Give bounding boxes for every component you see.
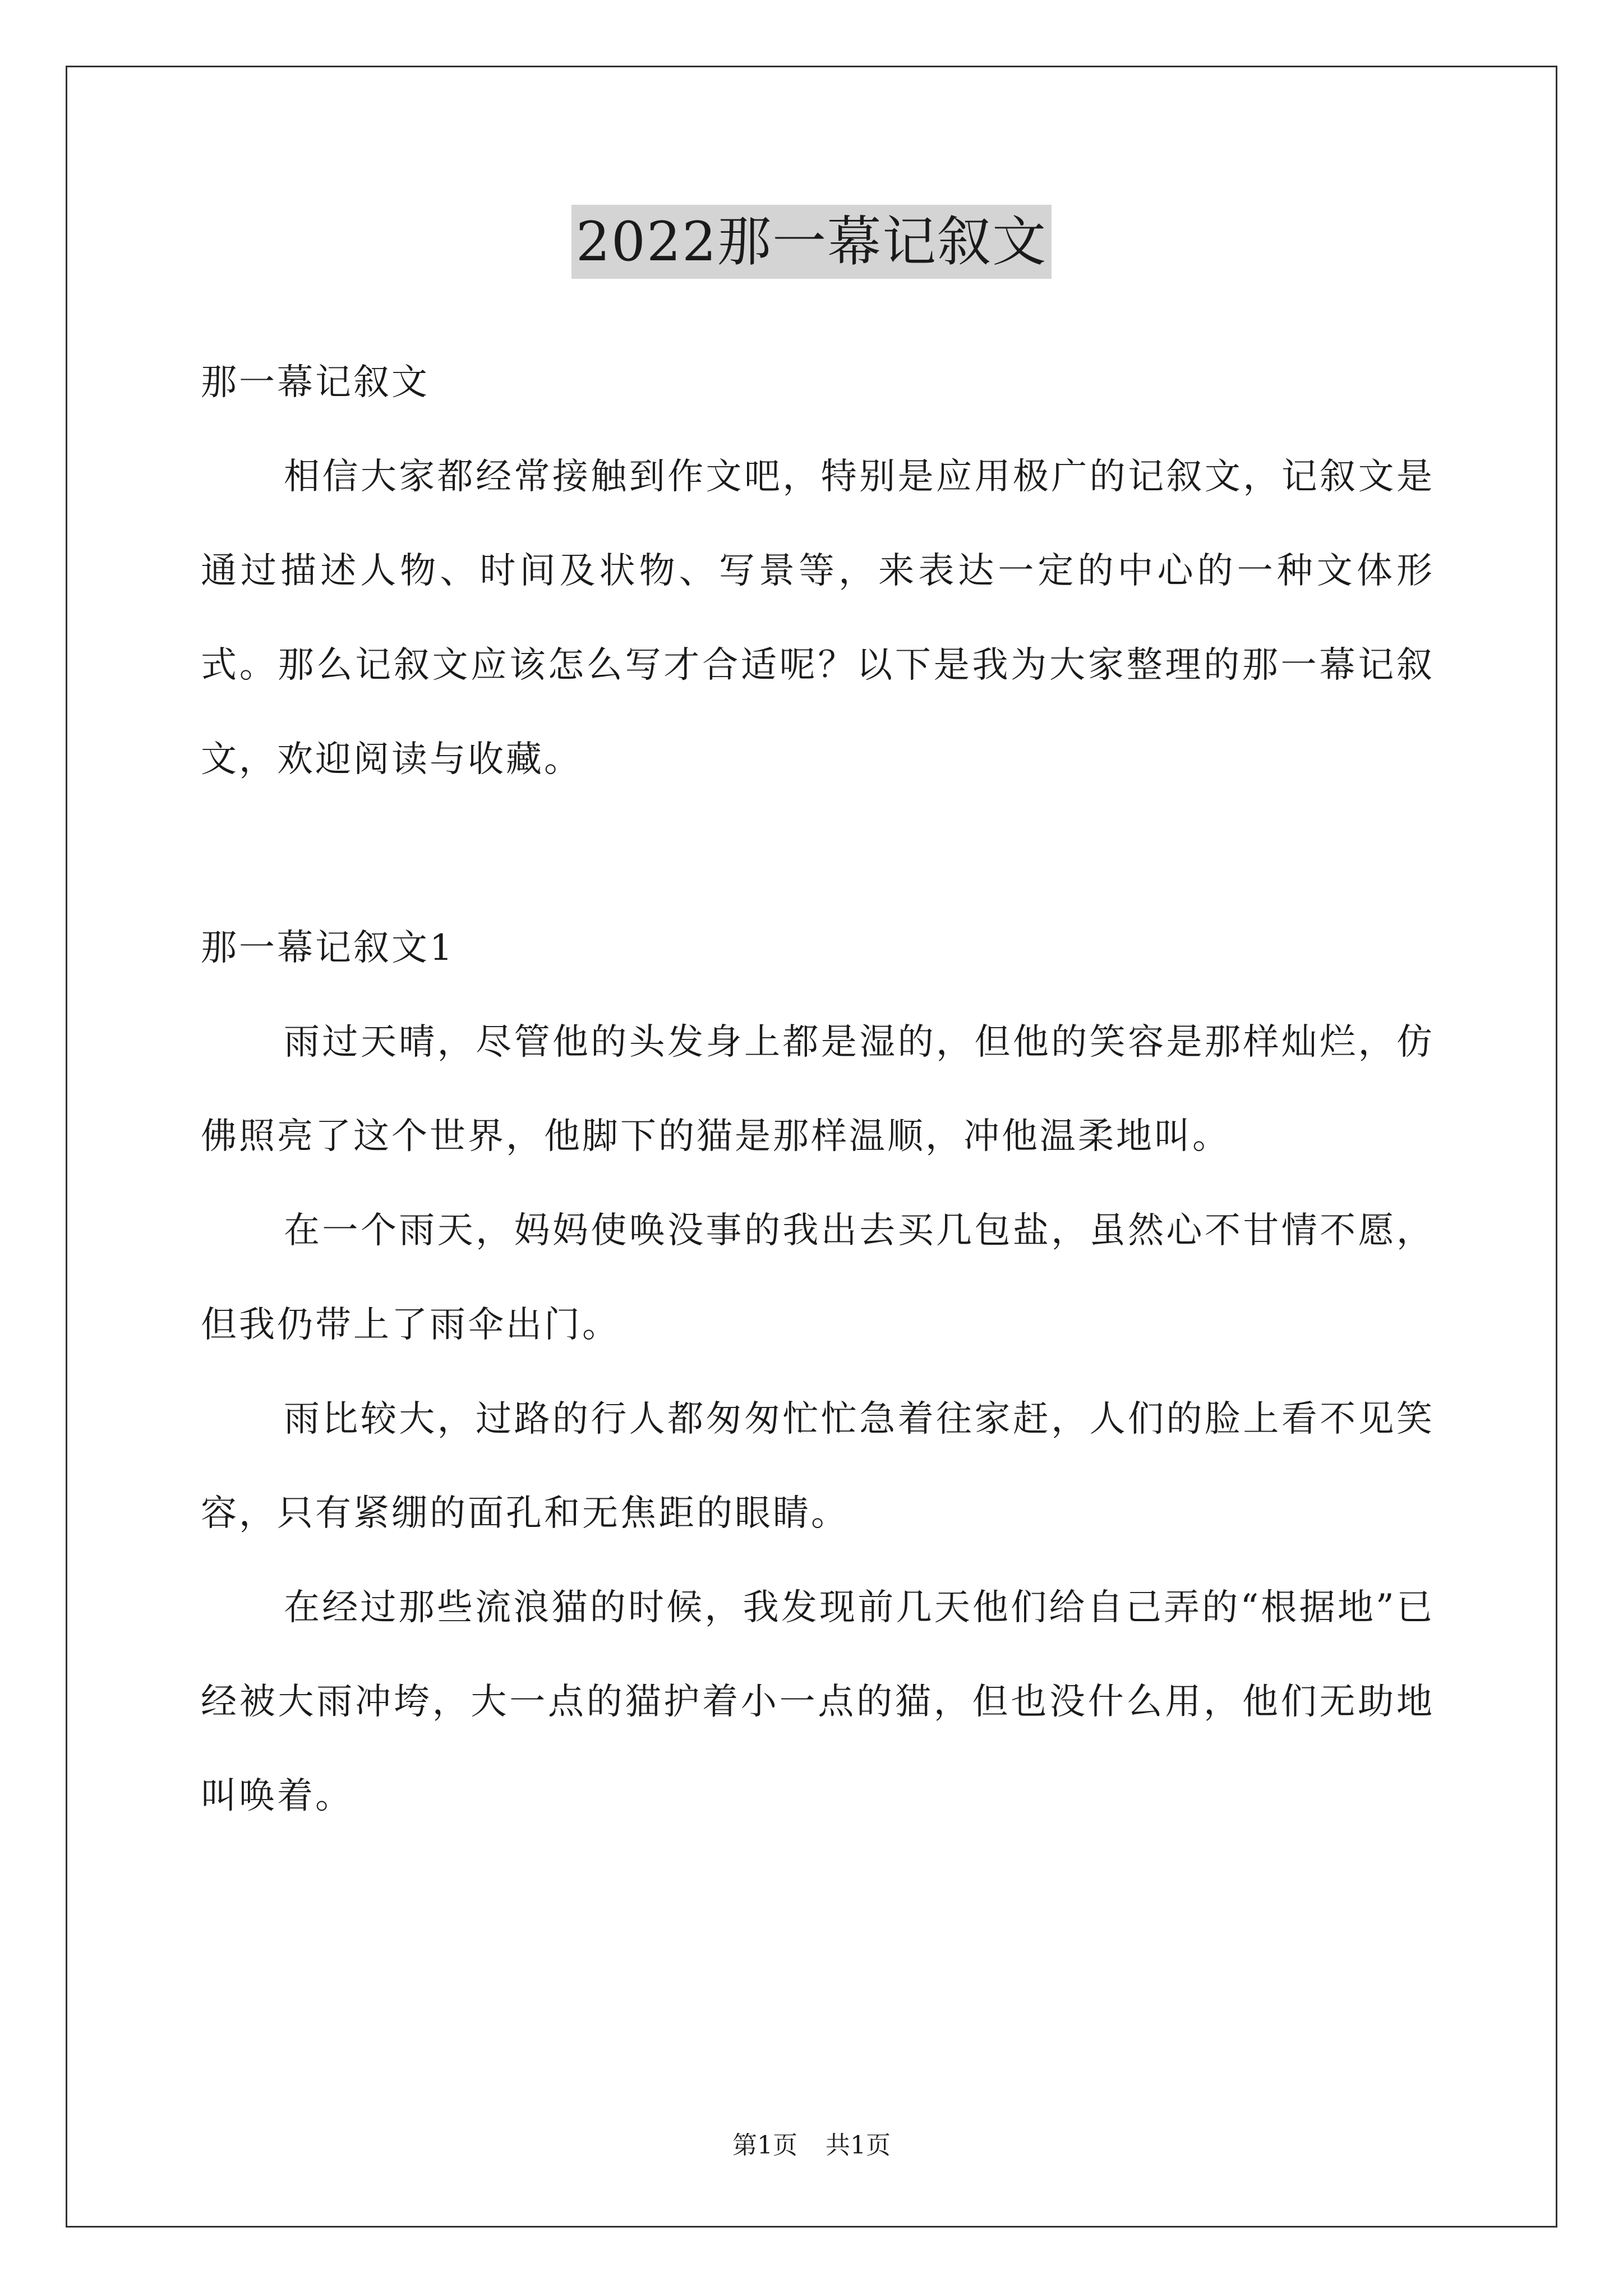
body-paragraph: 在一个雨天，妈妈使唤没事的我出去买几包盐，虽然心不甘情不愿，但我仍带上了雨伞出门。	[201, 1210, 1435, 1346]
intro-paragraph: 相信大家都经常接触到作文吧，特别是应用极广的记叙文，记叙文是通过描述人物、时间及状物、写景等，来表达一定的中心的一种文体形式。那么记叙文应该怎么写才合适呢？以下是我为大家整理的那一幕记叙文，欢迎阅读与收藏。	[201, 456, 1435, 780]
page-number-current: 第1页	[732, 2131, 797, 2160]
section-spacer	[201, 807, 1435, 901]
body-paragraph: 雨过天晴，尽管他的头发身上都是湿的，但他的笑容是那样灿烂，仿佛照亮了这个世界，他脚下的猫是那样温顺，冲他温柔地叫。	[201, 1022, 1435, 1157]
title-container	[0, 205, 1623, 279]
page-number-total: 共1页	[826, 2131, 891, 2160]
intro-heading: 那一幕记叙文	[201, 362, 430, 403]
document-body	[201, 335, 1435, 1843]
page-footer	[0, 2129, 1623, 2162]
section-heading: 那一幕记叙文1	[201, 927, 455, 969]
body-paragraph: 在经过那些流浪猫的时候，我发现前几天他们给自己弄的“根据地”已经被大雨冲垮，大一点的猫护着小一点的猫，但也没什么用，他们无助地叫唤着。	[201, 1587, 1435, 1817]
document-title: 2022那一幕记叙文	[571, 205, 1052, 279]
body-paragraph: 雨比较大，过路的行人都匆匆忙忙急着往家赶，人们的脸上看不见笑容，只有紧绷的面孔和无焦距的眼睛。	[201, 1398, 1435, 1534]
